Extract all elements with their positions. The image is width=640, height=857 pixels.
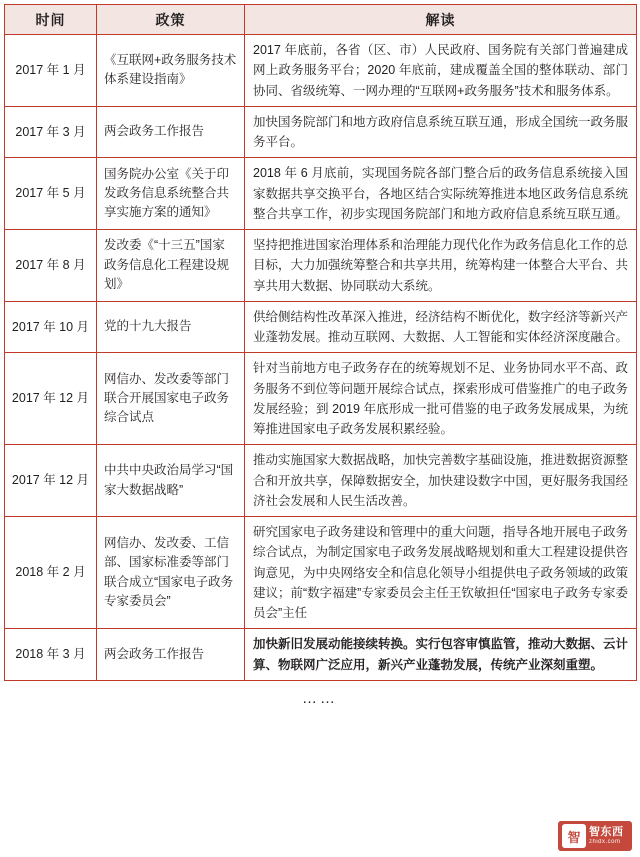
column-header-policy: 政策 <box>97 5 245 35</box>
watermark-text <box>589 827 624 845</box>
table-row <box>5 301 637 353</box>
cell-reading: 加快新旧发展动能接续转换。实行包容审慎监管，推动大数据、云计算、物联网广泛应用，新兴产业蓬勃发展，传统产业深刻重塑。 <box>245 629 637 681</box>
cell-policy: 党的十九大报告 <box>97 301 245 353</box>
cell-time: 2017 年 1 月 <box>5 35 97 107</box>
column-header-reading: 解读 <box>245 5 637 35</box>
table-row <box>5 517 637 629</box>
cell-reading: 加快国务院部门和地方政府信息系统互联互通，形成全国统一政务服务平台。 <box>245 106 637 158</box>
table-row <box>5 35 637 107</box>
watermark-name-en: zhidx.com <box>589 838 621 845</box>
cell-reading: 2018 年 6 月底前，实现国务院各部门整合后的政务信息系统接入国家数据共享交换平台，各地区结合实际统筹推进本地区政务信息系统整合共享工作，初步实现国务院部门和地方政府信息系统互联互通。 <box>245 158 637 230</box>
cell-time: 2017 年 5 月 <box>5 158 97 230</box>
cell-reading: 2017 年底前，各省（区、市）人民政府、国务院有关部门普遍建成网上政务服务平台；2020 年底前，建成覆盖全国的整体联动、部门协同、省级统筹、一网办理的“互联网+政务服务”技术和服务体系。 <box>245 35 637 107</box>
column-header-time: 时间 <box>5 5 97 35</box>
table-row <box>5 629 637 681</box>
continuation-dots: …… <box>302 689 338 707</box>
cell-time: 2017 年 12 月 <box>5 353 97 445</box>
cell-reading: 供给侧结构性改革深入推进，经济结构不断优化，数字经济等新兴产业蓬勃发展。推动互联网、大数据、人工智能和实体经济深度融合。 <box>245 301 637 353</box>
cell-time: 2017 年 8 月 <box>5 230 97 302</box>
cell-time: 2017 年 10 月 <box>5 301 97 353</box>
watermark-name-cn: 智东西 <box>589 826 624 839</box>
table-row <box>5 230 637 302</box>
table-row <box>5 353 637 445</box>
cell-time: 2017 年 12 月 <box>5 445 97 517</box>
watermark-logo <box>558 821 632 851</box>
cell-reading: 针对当前地方电子政务存在的统筹规划不足、业务协同水平不高、政务服务不到位等问题开展综合试点，探索形成可借鉴推广的电子政务发展经验；到 2019 年底形成一批可借鉴的电子政务发展成果，为统筹推进国家电子政务发展积累经验。 <box>245 353 637 445</box>
cell-reading: 坚持把推进国家治理体系和治理能力现代化作为政务信息化工作的总目标，大力加强统筹整合和共享共用，统筹构建一体整合大平台、共享共用大数据、协同联动大系统。 <box>245 230 637 302</box>
cell-time: 2017 年 3 月 <box>5 106 97 158</box>
cell-time: 2018 年 2 月 <box>5 517 97 629</box>
cell-policy: 发改委《“十三五”国家政务信息化工程建设规划》 <box>97 230 245 302</box>
cell-policy: 中共中央政治局学习“国家大数据战略” <box>97 445 245 517</box>
policy-timeline-table <box>4 4 637 681</box>
cell-policy: 两会政务工作报告 <box>97 629 245 681</box>
table-row <box>5 445 637 517</box>
cell-policy: 网信办、发改委、工信部、国家标准委等部门联合成立“国家电子政务专家委员会” <box>97 517 245 629</box>
table-row <box>5 158 637 230</box>
cell-policy: 两会政务工作报告 <box>97 106 245 158</box>
table-body <box>5 35 637 681</box>
cell-policy: 国务院办公室《关于印发政务信息系统整合共享实施方案的通知》 <box>97 158 245 230</box>
cell-reading: 研究国家电子政务建设和管理中的重大问题，指导各地开展电子政务综合试点，为制定国家电子政务发展战略规划和重大工程建设提供咨询意见，为中央网络安全和信息化领导小组提供电子政务领域的政策建议；前“数字福建”专家委员会主任王钦敏担任“国家电子政务专家委员会”主任 <box>245 517 637 629</box>
cell-reading: 推动实施国家大数据战略，加快完善数字基础设施，推进数据资源整合和开放共享，保障数据安全，加快建设数字中国，更好服务我国经济社会发展和人民生活改善。 <box>245 445 637 517</box>
table-header <box>5 5 637 35</box>
table-row <box>5 106 637 158</box>
cell-policy: 《互联网+政务服务技术体系建设指南》 <box>97 35 245 107</box>
watermark-icon: 智 <box>562 824 586 848</box>
table-header-row <box>5 5 637 35</box>
cell-policy: 网信办、发改委等部门联合开展国家电子政务综合试点 <box>97 353 245 445</box>
cell-time: 2018 年 3 月 <box>5 629 97 681</box>
